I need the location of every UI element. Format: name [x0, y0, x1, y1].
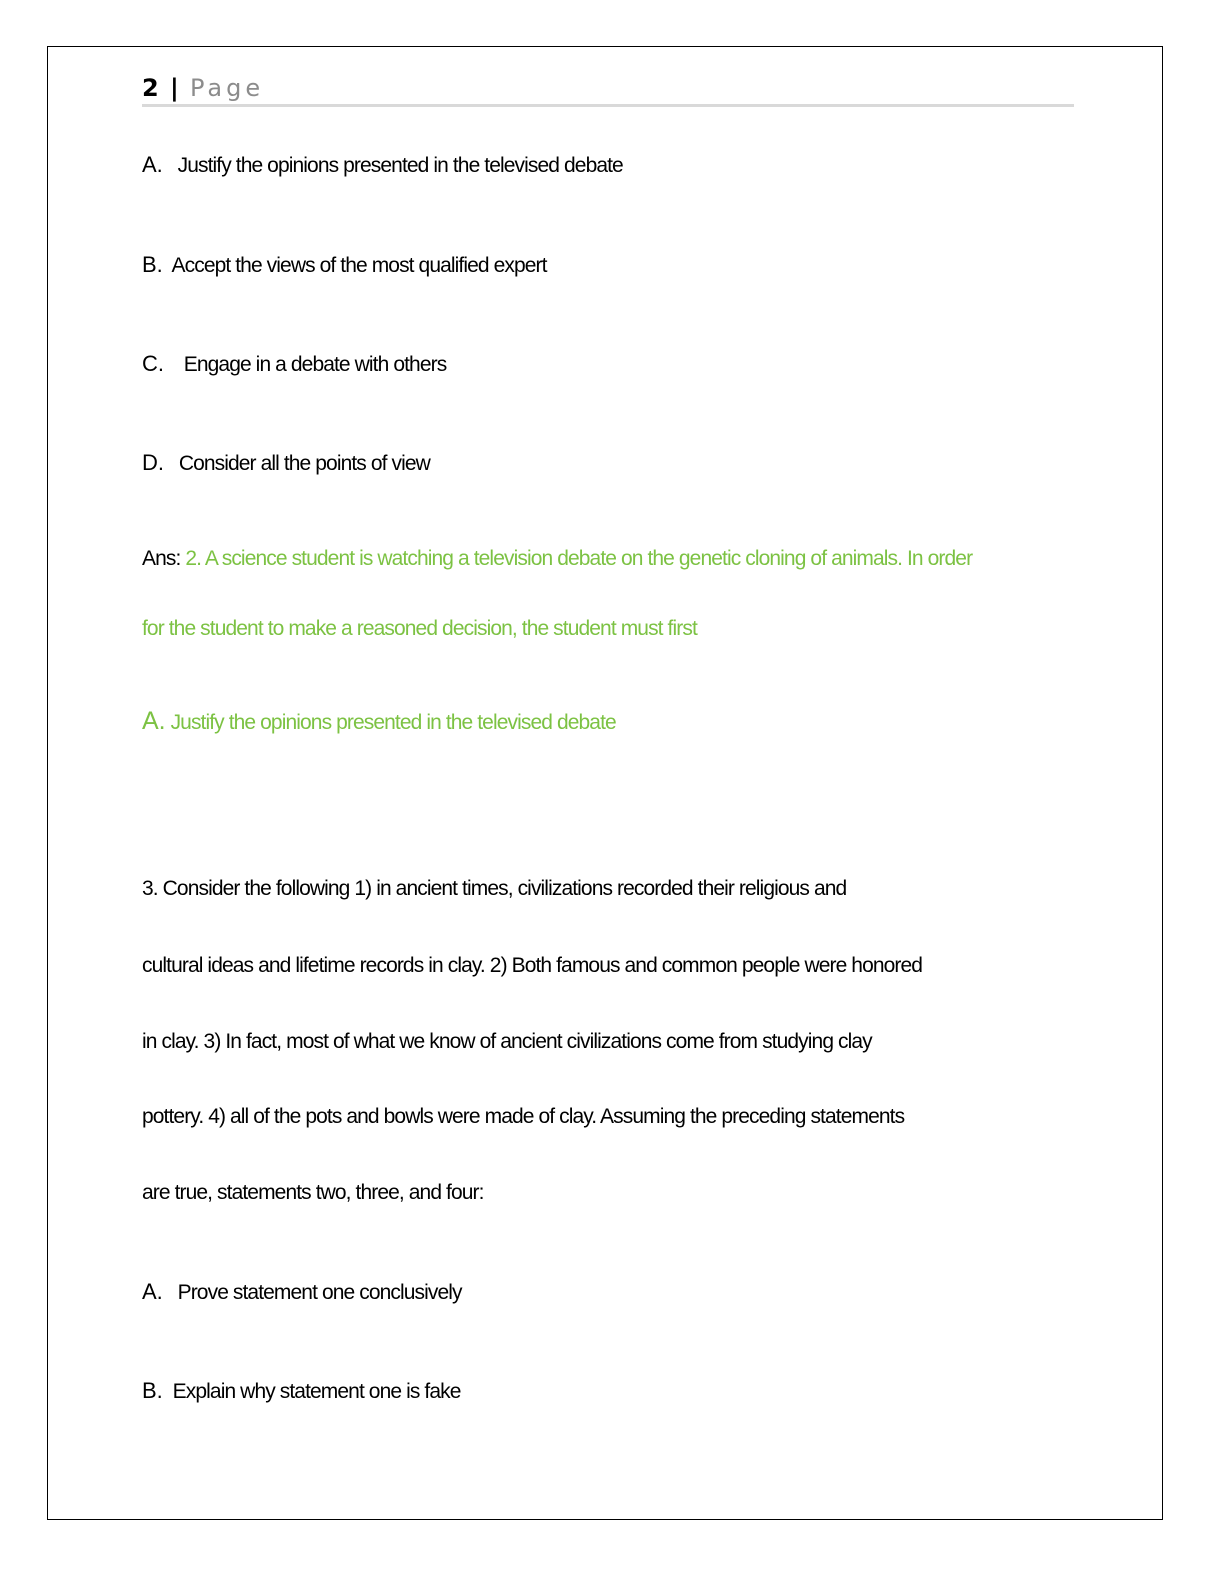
option-b [142, 252, 547, 279]
answer-line-2 [142, 616, 697, 642]
question3-option-b [142, 1378, 460, 1405]
option-letter: C. [142, 351, 164, 376]
option-d [142, 450, 430, 477]
option-text: Consider all the points of view [178, 452, 430, 475]
question3-line [142, 1180, 484, 1206]
question3-option-a [142, 1279, 462, 1306]
option-letter: A. [142, 1279, 163, 1304]
option-letter: D. [142, 450, 164, 475]
option-text: Justify the opinions presented in the televised debate [177, 154, 623, 177]
option-letter: A. [142, 152, 163, 177]
option-a [142, 152, 623, 179]
option-letter: B. [142, 1378, 163, 1403]
page-number: 2 [142, 74, 159, 102]
page-separator: | [170, 74, 179, 102]
option-text: Accept the views of the most qualified expert [171, 254, 547, 277]
answer-label: Ans: [142, 547, 181, 570]
answer-option [142, 708, 616, 736]
question3-text: cultural ideas and lifetime records in clay. 2) Both famous and common people were honored [142, 954, 923, 977]
option-text: Explain why statement one is fake [172, 1380, 461, 1403]
question3-text: pottery. 4) all of the pots and bowls were made of clay. Assuming the preceding statements [142, 1105, 905, 1128]
question3-line [142, 1029, 872, 1055]
option-letter: B. [142, 252, 163, 277]
question3-text: in clay. 3) In fact, most of what we know of ancient civilizations come from studying clay [142, 1030, 872, 1053]
option-text: Engage in a debate with others [183, 353, 447, 376]
question3-text: are true, statements two, three, and four: [142, 1181, 484, 1204]
answer-option-letter: A. [142, 707, 166, 735]
answer-question-text: for the student to make a reasoned decision, the student must first [142, 617, 697, 640]
answer-question-text: 2. A science student is watching a television debate on the genetic cloning of animals. In order [185, 547, 973, 570]
option-text: Prove statement one conclusively [177, 1281, 462, 1304]
option-c [142, 351, 446, 378]
question3-line [142, 876, 846, 902]
page-header [142, 72, 1074, 107]
answer-option-text: Justify the opinions presented in the televised debate [170, 711, 616, 734]
answer-line-1 [142, 546, 972, 572]
question3-text: 3. Consider the following 1) in ancient times, civilizations recorded their religious and [142, 877, 847, 900]
page-word: Page [190, 74, 265, 102]
question3-line [142, 953, 922, 979]
question3-line [142, 1104, 904, 1130]
